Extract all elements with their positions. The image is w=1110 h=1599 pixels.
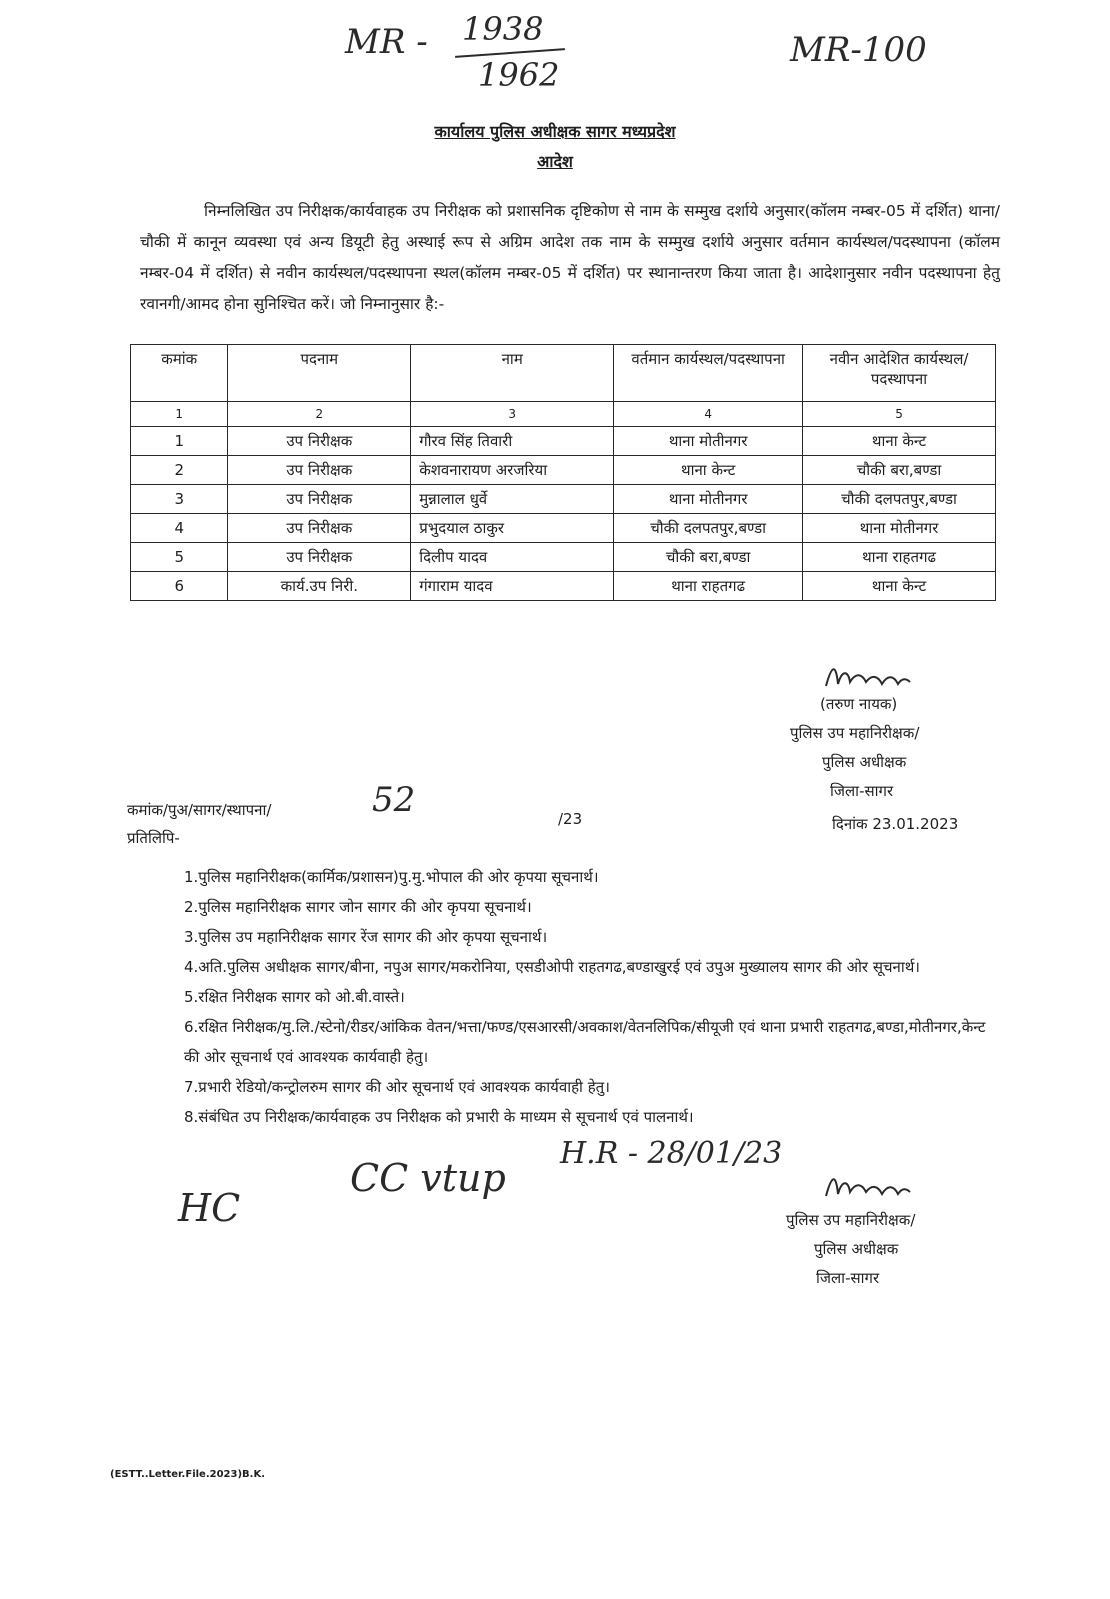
serial-cell: 6: [131, 572, 228, 601]
serial-cell: 2: [131, 456, 228, 485]
list-item: 7.प्रभारी रेडियो/कन्ट्रोलरुम सागर की ओर सूचनार्थ एवं आवश्यक कार्यवाही हेतु।: [184, 1078, 610, 1096]
new-posting-cell: थाना मोतीनगर: [803, 514, 996, 543]
new-posting-cell: चौकी दलपतपुर,बण्डा: [803, 485, 996, 514]
signature-block-2: [786, 1206, 915, 1293]
file-reference-footer: (ESTT..Letter.File.2023)B.K.: [110, 1469, 265, 1480]
reference-year: /23: [558, 810, 583, 828]
signatory-name: (तरुण नायक): [820, 695, 898, 713]
current-posting-cell: चौकी बरा,बण्डा: [614, 543, 803, 572]
name-cell: मुन्नालाल धुर्वे: [411, 485, 614, 514]
current-posting-cell: थाना राहतगढ: [614, 572, 803, 601]
handwritten-note-middle: CC vtup: [350, 1156, 506, 1200]
column-number-row: [131, 402, 996, 427]
table-row: [131, 514, 996, 543]
current-posting-cell: थाना मोतीनगर: [614, 485, 803, 514]
order-heading: आदेश: [537, 152, 573, 171]
serial-cell: 4: [131, 514, 228, 543]
signature-block-1: [790, 690, 919, 806]
designation-cell: उप निरीक्षक: [228, 485, 411, 514]
new-posting-cell: थाना केन्ट: [803, 572, 996, 601]
header-cell: पदनाम: [228, 345, 411, 402]
header-cell: वर्तमान कार्यस्थल/पदस्थापना: [614, 345, 803, 402]
header-cell: कमांक: [131, 345, 228, 402]
serial-cell: 1: [131, 427, 228, 456]
serial-cell: 3: [131, 485, 228, 514]
copy-label: प्रतिलिपि-: [127, 829, 180, 847]
reference-number: कमांक/पुअ/सागर/स्थापना/: [127, 801, 272, 819]
serial-cell: 5: [131, 543, 228, 572]
reference-date: दिनांक 23.01.2023: [832, 815, 959, 833]
list-item: 3.पुलिस उप महानिरीक्षक सागर रेंज सागर की ओर कृपया सूचनार्थ।: [184, 928, 548, 946]
office-title: कार्यालय पुलिस अधीक्षक सागर मध्यप्रदेश: [434, 122, 676, 141]
name-cell: प्रभुदयाल ठाकुर: [411, 514, 614, 543]
designation-cell: उप निरीक्षक: [228, 427, 411, 456]
signatory-designation: पुलिस उप महानिरीक्षक/: [786, 1211, 916, 1229]
list-item: 5.रक्षित निरीक्षक सागर को ओ.बी.वास्ते।: [184, 988, 405, 1006]
intro-paragraph: निम्नलिखित उप निरीक्षक/कार्यवाहक उप निरीक्षक को प्रशासनिक दृष्टिकोण से नाम के सम्मुख दर्शाये अनुसार(कॉलम नम्बर-05 में दर्शित) थाना/चौकी में कानून व्यवस्था एवं अन्य डियूटी हेतु अस्थाई रूप से अग्रिम आदेश तक नाम के सम्मुख दर्शाये अनुसार वर्तमान कार्यस्थल/पदस्थापना (कॉलम नम्बर-04 में दर्शित) से नवीन कार्यस्थल/पदस्थापना स्थल(कॉलम नम्बर-05 में दर्शित) पर स्थानान्तरण किया जाता है। आदेशानुसार नवीन पदस्थापना हेतु रवानगी/आमद होना सुनिश्चित करें। जो निम्नानुसार है:-: [140, 202, 1000, 313]
handwritten-ref-denominator: 1962: [478, 56, 560, 94]
table-row: [131, 456, 996, 485]
current-posting-cell: चौकी दलपतपुर,बण्डा: [614, 514, 803, 543]
handwritten-ref-right: MR-100: [790, 30, 927, 70]
copies-list: [184, 862, 1004, 1132]
current-posting-cell: थाना मोतीनगर: [614, 427, 803, 456]
table-row: [131, 427, 996, 456]
column-number: 1: [131, 402, 228, 427]
signatory-designation: पुलिस उप महानिरीक्षक/: [790, 724, 920, 742]
table-row: [131, 543, 996, 572]
new-posting-cell: चौकी बरा,बण्डा: [803, 456, 996, 485]
handwritten-serial-number: 52: [372, 780, 416, 820]
designation-cell: उप निरीक्षक: [228, 456, 411, 485]
order-title: [0, 150, 1110, 172]
current-posting-cell: थाना केन्ट: [614, 456, 803, 485]
table-row: [131, 572, 996, 601]
new-posting-cell: थाना राहतगढ: [803, 543, 996, 572]
column-number: 3: [411, 402, 614, 427]
designation-cell: उप निरीक्षक: [228, 543, 411, 572]
name-cell: गौरव सिंह तिवारी: [411, 427, 614, 456]
handwritten-note-right: H.R - 28/01/23: [560, 1136, 783, 1171]
list-item: 2.पुलिस महानिरीक्षक सागर जोन सागर की ओर कृपया सूचनार्थ।: [184, 898, 532, 916]
table-header-row: [131, 345, 996, 402]
handwritten-ref-numerator: 1938: [462, 10, 544, 48]
signatory-designation: पुलिस अधीक्षक: [822, 753, 907, 771]
column-number: 5: [803, 402, 996, 427]
handwritten-ref-prefix: MR -: [345, 22, 428, 62]
signatory-district: जिला-सागर: [830, 782, 894, 800]
office-header: [0, 120, 1110, 142]
signature-scribble: [822, 1170, 912, 1206]
name-cell: गंगाराम यादव: [411, 572, 614, 601]
column-number: 2: [228, 402, 411, 427]
list-item: 4.अति.पुलिस अधीक्षक सागर/बीना, नपुअ सागर/मकरोनिया, एसडीओपी राहतगढ,बण्डाखुरई एवं उपुअ मुख्यालय सागर की ओर सूचनार्थ।: [184, 958, 920, 976]
signatory-designation: पुलिस अधीक्षक: [814, 1240, 899, 1258]
signatory-district: जिला-सागर: [816, 1269, 880, 1287]
list-item: 8.संबंधित उप निरीक्षक/कार्यवाहक उप निरीक्षक को प्रभारी के माध्यम से सूचनार्थ एवं पालनार्थ।: [184, 1108, 694, 1126]
name-cell: दिलीप यादव: [411, 543, 614, 572]
list-item: 1.पुलिस महानिरीक्षक(कार्मिक/प्रशासन)पु.मु.भोपाल की ओर कृपया सूचनार्थ।: [184, 868, 599, 886]
handwritten-note-left: HC: [178, 1186, 241, 1230]
new-posting-cell: थाना केन्ट: [803, 427, 996, 456]
designation-cell: उप निरीक्षक: [228, 514, 411, 543]
column-number: 4: [614, 402, 803, 427]
name-cell: केशवनारायण अरजरिया: [411, 456, 614, 485]
designation-cell: कार्य.उप निरी.: [228, 572, 411, 601]
table-row: [131, 485, 996, 514]
header-cell: नवीन आदेशित कार्यस्थल/पदस्थापना: [803, 345, 996, 402]
transfer-table: [130, 344, 996, 601]
header-cell: नाम: [411, 345, 614, 402]
list-item: 6.रक्षित निरीक्षक/मु.लि./स्टेनो/रीडर/आंकिक वेतन/भत्ता/फण्ड/एसआरसी/अवकाश/वेतनलिपिक/सीयूजी एवं थाना प्रभारी राहतगढ,बण्डा,मोतीनगर,केन्ट की ओर सूचनार्थ एवं आवश्यक कार्यवाही हेतु।: [184, 1018, 986, 1066]
